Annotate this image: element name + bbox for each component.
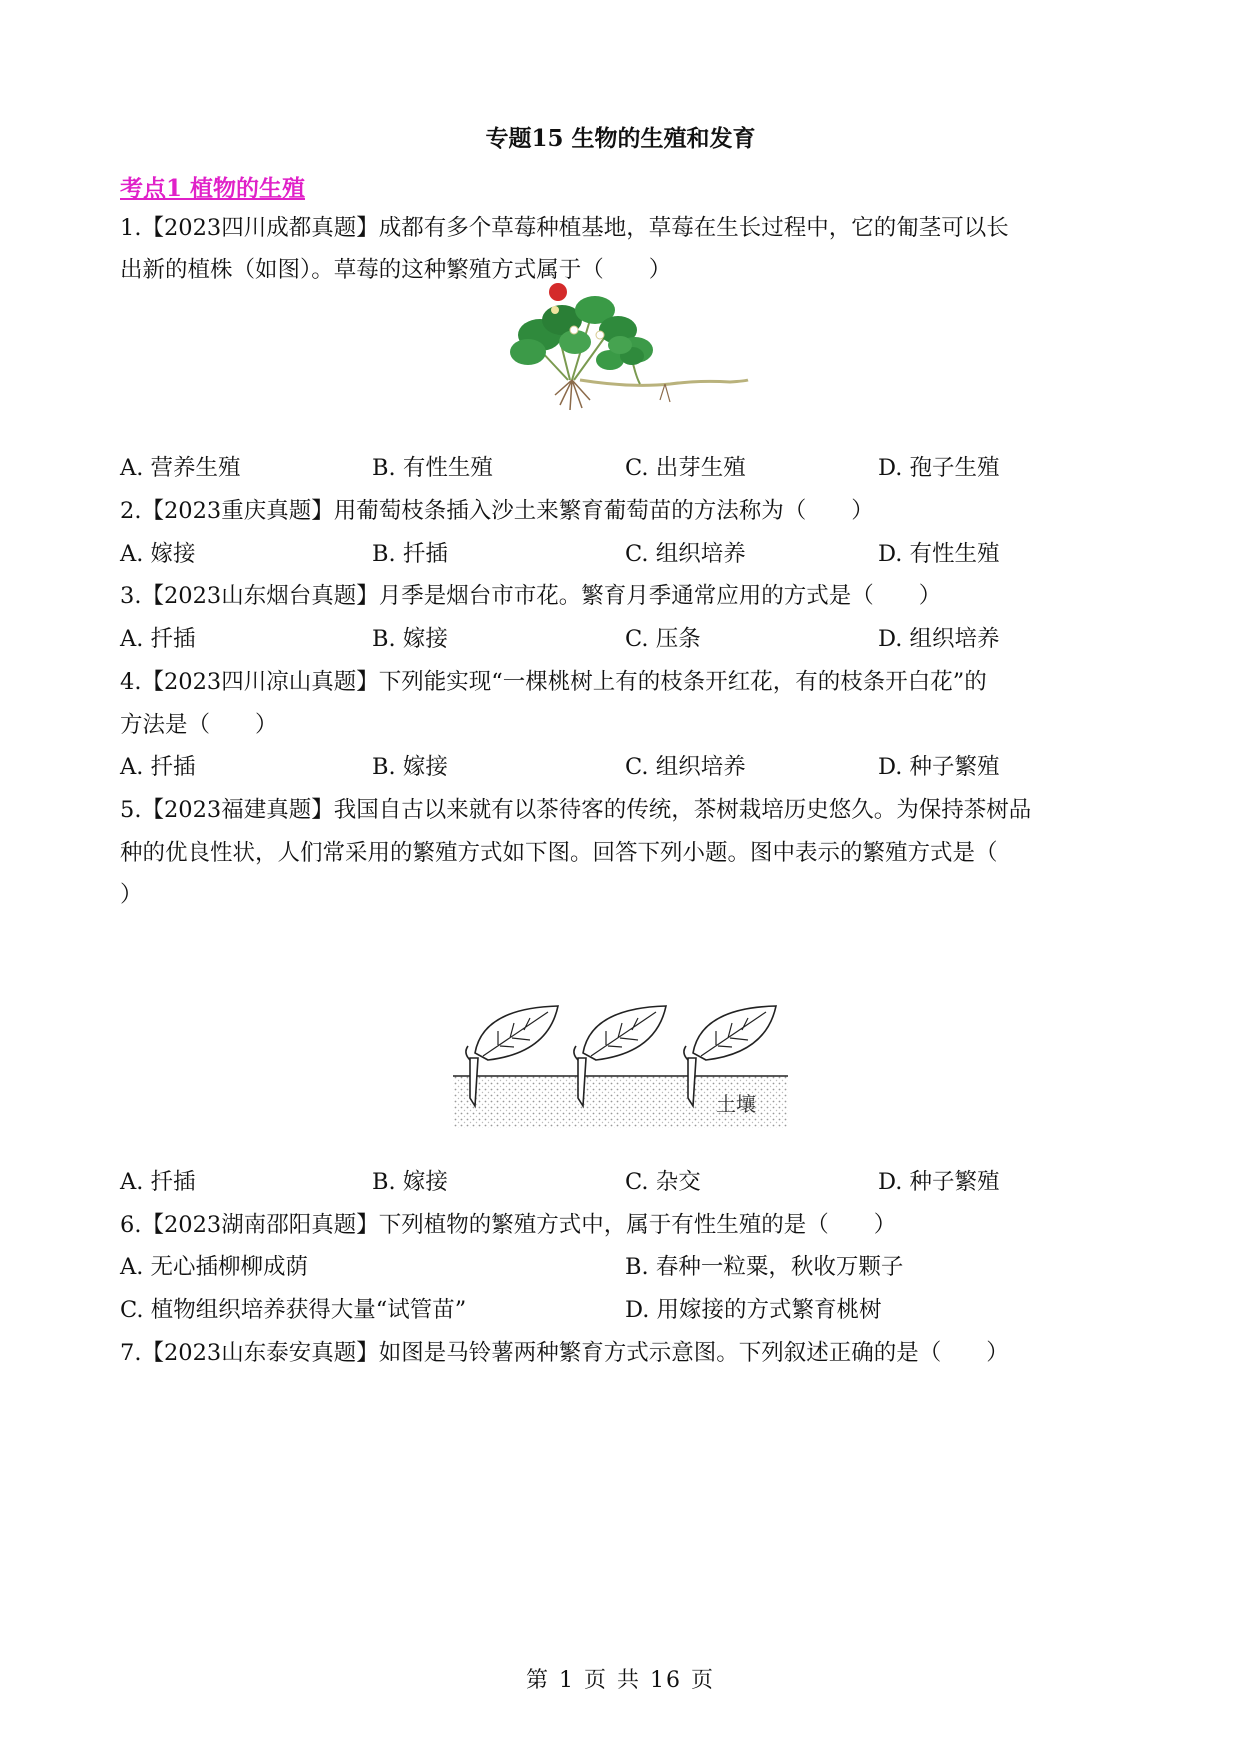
q3-line1: 3.【2023山东烟台真题】月季是烟台市市花。繁育月季通常应用的方式是（ ） [120, 583, 942, 609]
q4-line1: 4.【2023四川凉山真题】下列能实现“一棵桃树上有的枝条开红花，有的枝条开白花”的 [120, 669, 987, 695]
q2-option-a[interactable]: A. 嫁接 [120, 541, 196, 567]
q1-line2: 出新的植株（如图）。草莓的这种繁殖方式属于（ ） [120, 257, 672, 283]
q3-option-c[interactable]: C. 压条 [625, 626, 701, 652]
q5-option-d[interactable]: D. 种子繁殖 [878, 1169, 1000, 1195]
q1-option-d[interactable]: D. 孢子生殖 [878, 455, 1000, 481]
q4-option-c[interactable]: C. 组织培养 [625, 754, 746, 780]
q2-option-c[interactable]: C. 组织培养 [625, 541, 746, 567]
soil-label: 土壤 [716, 1092, 756, 1116]
q4-option-a[interactable]: A. 扦插 [120, 754, 196, 780]
q4-option-d[interactable]: D. 种子繁殖 [878, 754, 1000, 780]
q6-option-a[interactable]: A. 无心插柳柳成荫 [120, 1254, 309, 1280]
q5-line3: ） [120, 882, 143, 908]
q3-option-d[interactable]: D. 组织培养 [878, 626, 1000, 652]
q2-option-d[interactable]: D. 有性生殖 [878, 541, 1000, 567]
q1-line1: 1.【2023四川成都真题】成都有多个草莓种植基地，草莓在生长过程中，它的匍茎可以长 [120, 215, 1009, 241]
q4-line2: 方法是（ ） [120, 712, 278, 738]
q4-option-b[interactable]: B. 嫁接 [372, 754, 448, 780]
q5-option-b[interactable]: B. 嫁接 [372, 1169, 448, 1195]
q1-option-a[interactable]: A. 营养生殖 [120, 455, 241, 481]
q6-option-b[interactable]: B. 春种一粒粟，秋收万颗子 [625, 1254, 904, 1280]
q5-option-a[interactable]: A. 扦插 [120, 1169, 196, 1195]
q2-option-b[interactable]: B. 扦插 [372, 541, 448, 567]
q5-line1: 5.【2023福建真题】我国自古以来就有以茶待客的传统，茶树栽培历史悠久。为保持茶树品 [120, 797, 1032, 823]
q1-option-c[interactable]: C. 出芽生殖 [625, 455, 746, 481]
section-heading: 考点1 植物的生殖 [120, 175, 306, 202]
q5-line2: 种的优良性状，人们常采用的繁殖方式如下图。回答下列小题。图中表示的繁殖方式是（ [120, 840, 998, 866]
cutting-figure [448, 998, 793, 1130]
q2-line1: 2.【2023重庆真题】用葡萄枝条插入沙土来繁育葡萄苗的方法称为（ ） [120, 498, 874, 524]
q3-option-a[interactable]: A. 扦插 [120, 626, 196, 652]
q5-option-c[interactable]: C. 杂交 [625, 1169, 701, 1195]
q6-option-d[interactable]: D. 用嫁接的方式繁育桃树 [625, 1297, 882, 1323]
page-footer: 第 1 页 共 16 页 [526, 1668, 715, 1693]
q3-option-b[interactable]: B. 嫁接 [372, 626, 448, 652]
q7-line1: 7.【2023山东泰安真题】如图是马铃薯两种繁育方式示意图。下列叙述正确的是（ ） [120, 1340, 1009, 1366]
q6-option-c[interactable]: C. 植物组织培养获得大量“试管苗” [120, 1297, 467, 1323]
strawberry-figure [500, 280, 750, 415]
q6-line1: 6.【2023湖南邵阳真题】下列植物的繁殖方式中，属于有性生殖的是（ ） [120, 1212, 897, 1238]
q1-option-b[interactable]: B. 有性生殖 [372, 455, 493, 481]
page-title: 专题15 生物的生殖和发育 [485, 125, 756, 152]
